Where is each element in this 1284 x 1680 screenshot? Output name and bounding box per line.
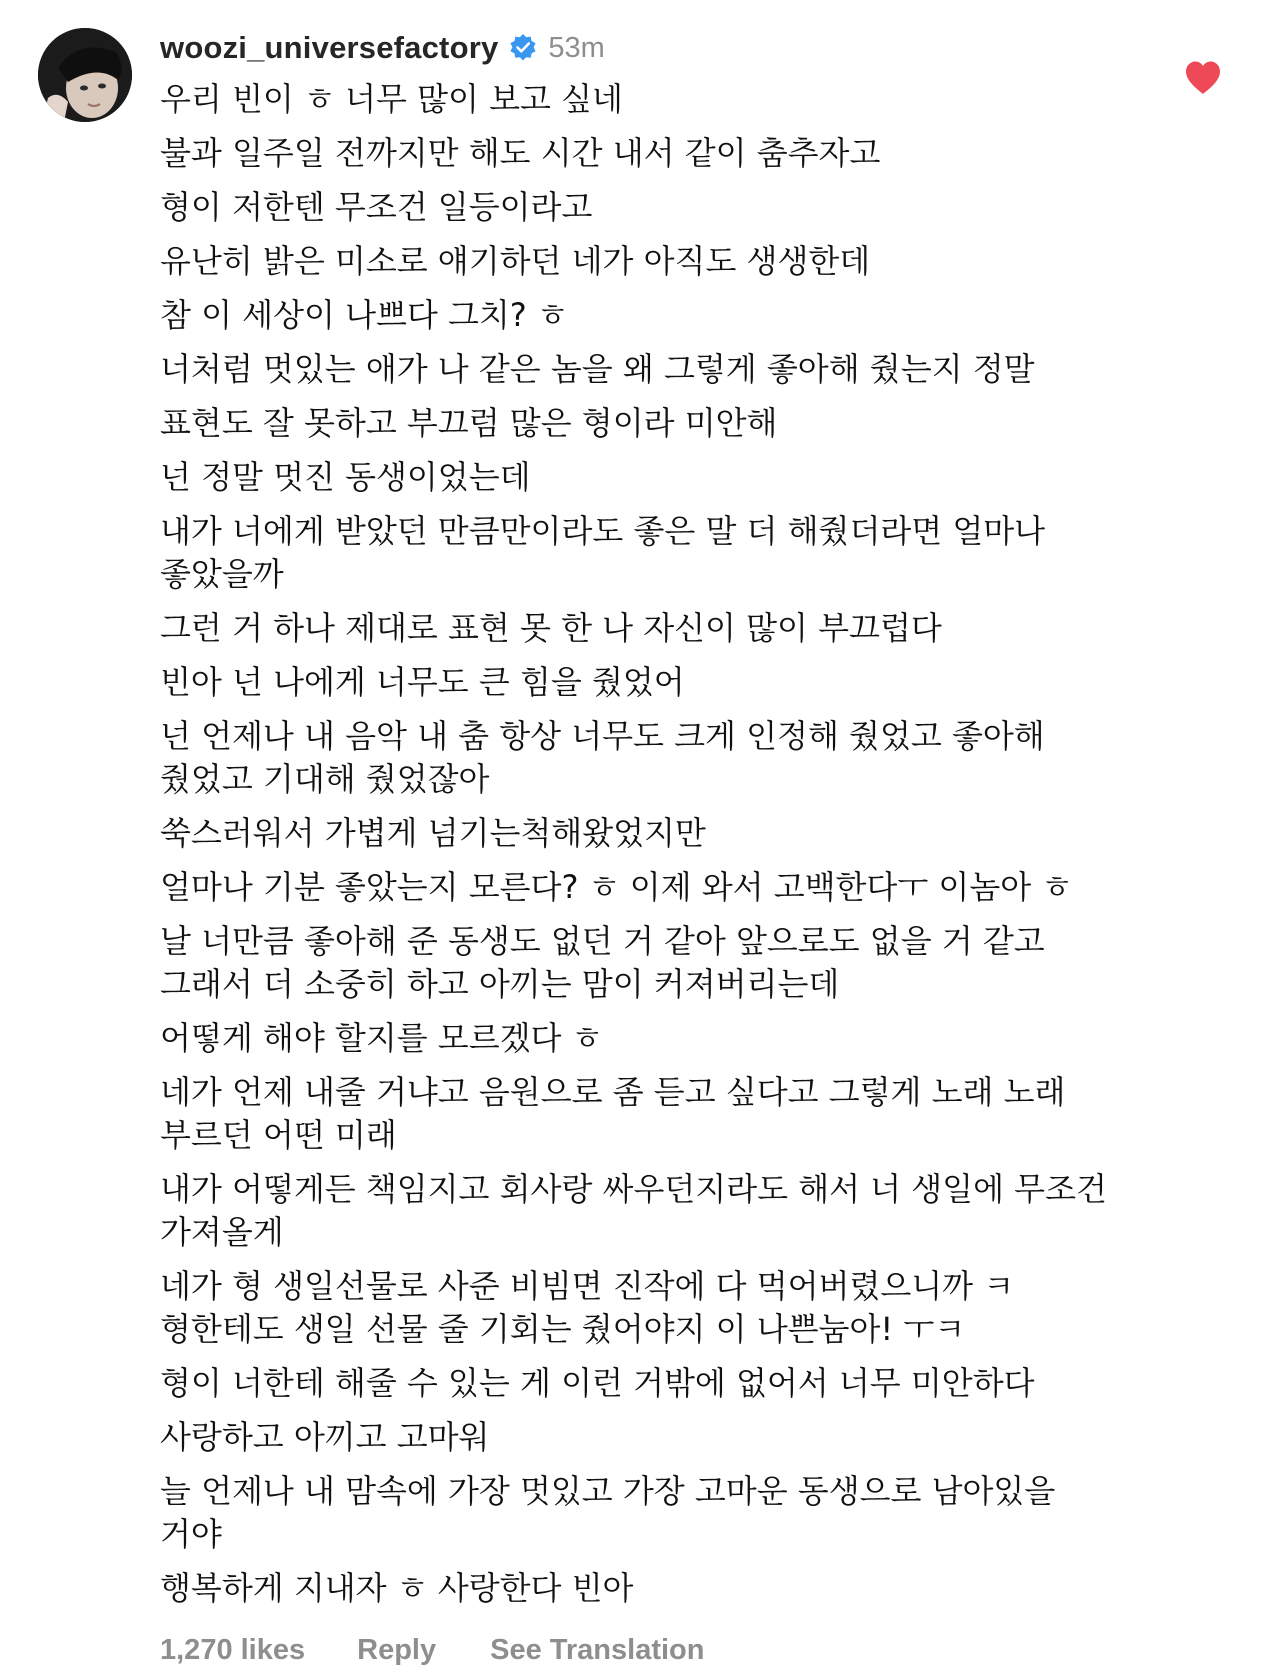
reply-button[interactable]: Reply xyxy=(357,1634,437,1666)
comment-line: 네가 언제 내줄 거냐고 음원으로 좀 듣고 싶다고 그렇게 노래 노래 부르던 어떤 미래 xyxy=(160,1073,1066,1154)
comment-line: 네가 형 생일선물로 사준 비빔면 진작에 다 먹어버렸으니까 ㅋ 형한테도 생일 선물 줄 기회는 줬어야지 이 나쁜눔아! ㅜㅋ xyxy=(160,1267,1015,1348)
like-button[interactable] xyxy=(1184,60,1222,96)
comment-line: 어떻게 해야 할지를 모르겠다 ㅎ xyxy=(160,1019,603,1057)
comment-line: 얼마나 기분 좋았는지 모른다? ㅎ 이제 와서 고백한다ㅜ 이놈아 ㅎ xyxy=(160,868,1073,906)
comment-line: 형이 너한테 해줄 수 있는 게 이런 거밖에 없어서 너무 미안하다 xyxy=(160,1364,1035,1402)
verified-badge-icon xyxy=(508,33,538,63)
comment-line: 날 너만큼 좋아해 준 동생도 없던 거 같아 앞으로도 없을 거 같고 그래서 더 소중히 하고 아끼는 맘이 커져버리는데 xyxy=(160,922,1045,1003)
avatar[interactable] xyxy=(38,28,132,122)
comment-line: 행복하게 지내자 ㅎ 사랑한다 빈아 xyxy=(160,1569,634,1607)
comment-line: 형이 저한텐 무조건 일등이라고 xyxy=(160,188,593,226)
comment-line: 불과 일주일 전까지만 해도 시간 내서 같이 춤추자고 xyxy=(160,134,881,172)
comment-body xyxy=(160,78,1120,1621)
comment-actions xyxy=(160,1634,704,1667)
comment-header xyxy=(160,26,605,70)
comment-line: 늘 언제나 내 맘속에 가장 멋있고 가장 고마운 동생으로 남아있을 거야 xyxy=(160,1472,1056,1553)
comment-line: 우리 빈이 ㅎ 너무 많이 보고 싶네 xyxy=(160,80,623,118)
likes-count-link[interactable]: 1,270 likes xyxy=(160,1634,306,1666)
comment-timestamp: 53m xyxy=(548,31,605,64)
comment-line: 빈아 넌 나에게 너무도 큰 힘을 줬었어 xyxy=(160,663,685,701)
avatar-image xyxy=(38,28,132,122)
comment-line: 쑥스러워서 가볍게 넘기는척해왔었지만 xyxy=(160,814,706,852)
username-link[interactable]: woozi_universefactory xyxy=(160,30,499,65)
comment-line: 표현도 잘 못하고 부끄럼 많은 형이라 미안해 xyxy=(160,404,778,442)
comment-line: 넌 정말 멋진 동생이었는데 xyxy=(160,458,531,496)
heart-filled-icon xyxy=(1184,60,1222,96)
comment-line: 내가 어떻게든 책임지고 회사랑 싸우던지라도 해서 너 생일에 무조건 가져올게 xyxy=(160,1170,1107,1251)
comment-line: 사랑하고 아끼고 고마워 xyxy=(160,1418,490,1456)
see-translation-button[interactable]: See Translation xyxy=(490,1634,705,1666)
comment-line: 참 이 세상이 나쁘다 그치? ㅎ xyxy=(160,296,568,334)
comment-line: 유난히 밝은 미소로 얘기하던 네가 아직도 생생한데 xyxy=(160,242,871,280)
comment-line: 그런 거 하나 제대로 표현 못 한 나 자신이 많이 부끄럽다 xyxy=(160,609,942,647)
comment-line: 내가 너에게 받았던 만큼만이라도 좋은 말 더 해줬더라면 얼마나 좋았을까 xyxy=(160,512,1046,593)
comment-line: 넌 언제나 내 음악 내 춤 항상 너무도 크게 인정해 줬었고 좋아해 줬었고 기대해 줬었잖아 xyxy=(160,717,1045,798)
comment-line: 너처럼 멋있는 애가 나 같은 놈을 왜 그렇게 좋아해 줬는지 정말 xyxy=(160,350,1035,388)
